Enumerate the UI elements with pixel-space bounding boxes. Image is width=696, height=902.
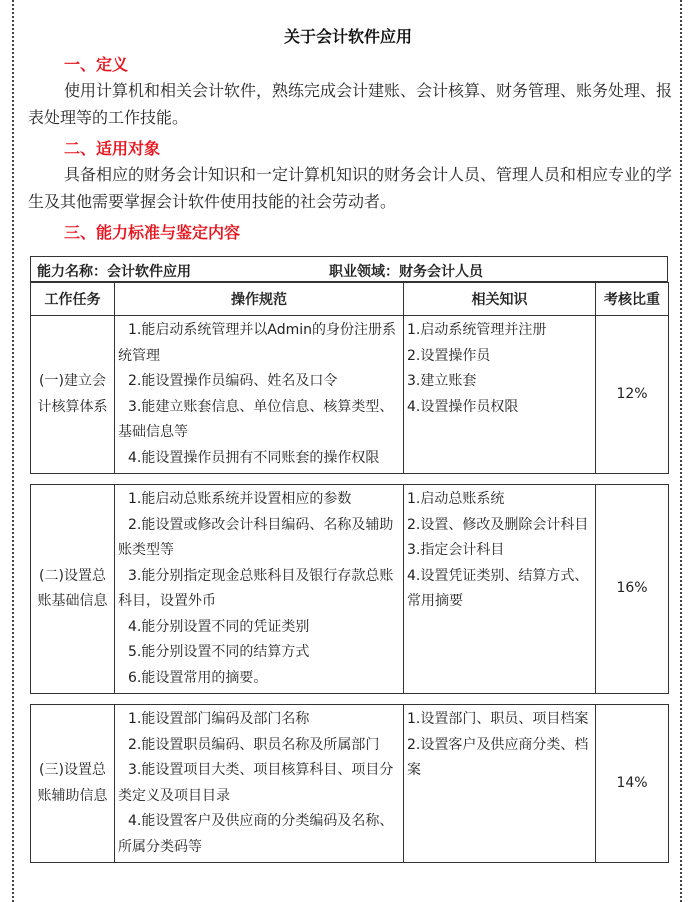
spec-item: 6.能设置常用的摘要。: [128, 669, 268, 686]
knowledge-item: 3.指定会计科目: [407, 542, 505, 558]
task-cell: (一)建立会计核算体系: [31, 316, 115, 474]
knowledge-item: 3.建立账套: [407, 373, 477, 389]
page-title: 关于会计软件应用: [283, 27, 412, 46]
spec-item: 1.能启动系统管理并以Admin的身份注册系统管理: [118, 322, 396, 364]
table-header-row: [31, 283, 669, 316]
table-caption: [30, 256, 668, 282]
spec-cell: [115, 316, 404, 474]
knowledge-cell: [404, 316, 596, 474]
knowledge-item: 1.启动系统管理并注册: [407, 322, 547, 338]
spec-item: 3.能设置项目大类、项目核算科目、项目分类定义及项目目录: [118, 762, 394, 804]
knowledge-cell: [404, 485, 596, 694]
knowledge-item: 4.设置操作员权限: [407, 398, 519, 415]
task-cell: (三)设置总账辅助信息: [31, 705, 115, 863]
spec-item: 2.能设置或修改会计科目编码、名称及辅助账类型等: [118, 516, 394, 558]
spec-item: 2.能设置职员编码、职员名称及所属部门: [128, 736, 380, 753]
job-field: 职业领域：财务会计人员: [329, 264, 483, 280]
knowledge-item: 2.设置、修改及删除会计科目: [407, 516, 589, 533]
spec-item: 4.能分别设置不同的凭证类别: [128, 618, 310, 635]
section-text-audience: 具备相应的财务会计知识和一定计算机知识的财务会计人员、管理人员和相应专业的学生及其他需要掌握会计软件使用技能的社会劳动者。: [28, 165, 673, 211]
weight-cell: 14%: [596, 705, 669, 863]
section-heading-definition: 一、定义: [64, 55, 129, 74]
section-heading-standards: 三、能力标准与鉴定内容: [64, 223, 241, 242]
ability-table: [30, 256, 668, 863]
spec-item: 1.能设置部门编码及部门名称: [128, 711, 310, 727]
table-row: [31, 705, 669, 863]
knowledge-item: 1.启动总账系统: [407, 491, 505, 507]
task-cell: (二)设置总账基础信息: [31, 485, 115, 694]
weight-cell: 16%: [596, 485, 669, 694]
spec-item: 4.能设置客户及供应商的分类编码及名称、所属分类码等: [118, 813, 394, 855]
spec-item: 3.能分别指定现金总账科目及银行存款总账科目，设置外币: [118, 567, 394, 609]
spec-item: 5.能分别设置不同的结算方式: [128, 644, 310, 660]
section-text-definition: 使用计算机和相关会计软件，熟练完成会计建账、会计核算、财务管理、账务处理、报表处理等的工作技能。: [28, 81, 673, 127]
table-row: [31, 316, 669, 474]
knowledge-item: 4.设置凭证类别、结算方式、常用摘要: [407, 567, 589, 609]
col-weight: 考核比重: [596, 283, 669, 316]
spec-item: 3.能建立账套信息、单位信息、核算类型、基础信息等: [118, 398, 394, 440]
spec-cell: [115, 705, 404, 863]
spec-item: 1.能启动总账系统并设置相应的参数: [128, 491, 352, 507]
knowledge-item: 2.设置客户及供应商分类、档案: [407, 736, 589, 778]
knowledge-item: 1.设置部门、职员、项目档案: [407, 711, 589, 727]
col-task: 工作任务: [31, 283, 115, 316]
section-heading-audience: 二、适用对象: [64, 139, 161, 158]
table-row: [31, 485, 669, 694]
spec-item: 4.能设置操作员拥有不同账套的操作权限: [128, 449, 380, 466]
col-knowledge: 相关知识: [404, 283, 596, 316]
knowledge-cell: [404, 705, 596, 863]
knowledge-item: 2.设置操作员: [407, 347, 491, 364]
spec-cell: [115, 485, 404, 694]
ability-name: 能力名称：会计软件应用: [37, 264, 191, 280]
col-spec: 操作规范: [115, 283, 404, 316]
weight-cell: 12%: [596, 316, 669, 474]
spec-item: 2.能设置操作员编码、姓名及口令: [128, 373, 338, 389]
